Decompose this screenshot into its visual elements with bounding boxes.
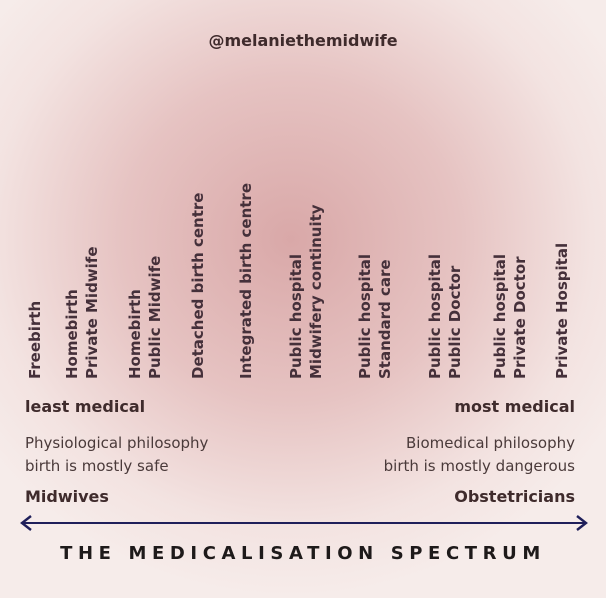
providers-row — [25, 487, 575, 506]
column-homebirth-public-midwife: Homebirth Public Midwife — [126, 255, 164, 379]
medical-extremes-row — [25, 397, 575, 416]
spectrum-arrow — [20, 514, 588, 532]
least-medical-label: least medical — [25, 397, 146, 416]
right-philosophy — [384, 432, 575, 478]
left-philosophy — [25, 432, 208, 478]
spectrum-title: THE MEDICALISATION SPECTRUM — [60, 543, 546, 564]
column-private-hospital: Private Hospital — [553, 242, 571, 379]
obstetricians-label: Obstetricians — [454, 487, 575, 506]
philosophy-row — [25, 432, 575, 478]
column-public-hospital-standard-care: Public hospital Standard care — [356, 253, 394, 379]
biomedical-philosophy: Biomedical philosophy — [406, 434, 575, 452]
column-public-hospital-private-doctor: Public hospital Private Doctor — [491, 253, 529, 379]
column-freebirth: Freebirth — [26, 300, 44, 379]
column-integrated-birth-centre: Integrated birth centre — [237, 183, 255, 379]
midwives-label: Midwives — [25, 487, 109, 506]
most-medical-label: most medical — [454, 397, 575, 416]
author-handle: @melaniethemidwife — [208, 31, 398, 50]
column-public-hospital-midwifery-continuity: Public hospital Midwifery continuity — [287, 204, 325, 379]
physiological-philosophy: Physiological philosophy — [25, 434, 209, 452]
birth-dangerous-belief: birth is mostly dangerous — [383, 457, 575, 475]
column-public-hospital-public-doctor: Public hospital Public Doctor — [426, 253, 464, 379]
birth-safe-belief: birth is mostly safe — [25, 457, 169, 475]
column-detached-birth-centre: Detached birth centre — [189, 192, 207, 379]
column-homebirth-private-midwife: Homebirth Private Midwife — [63, 246, 101, 379]
